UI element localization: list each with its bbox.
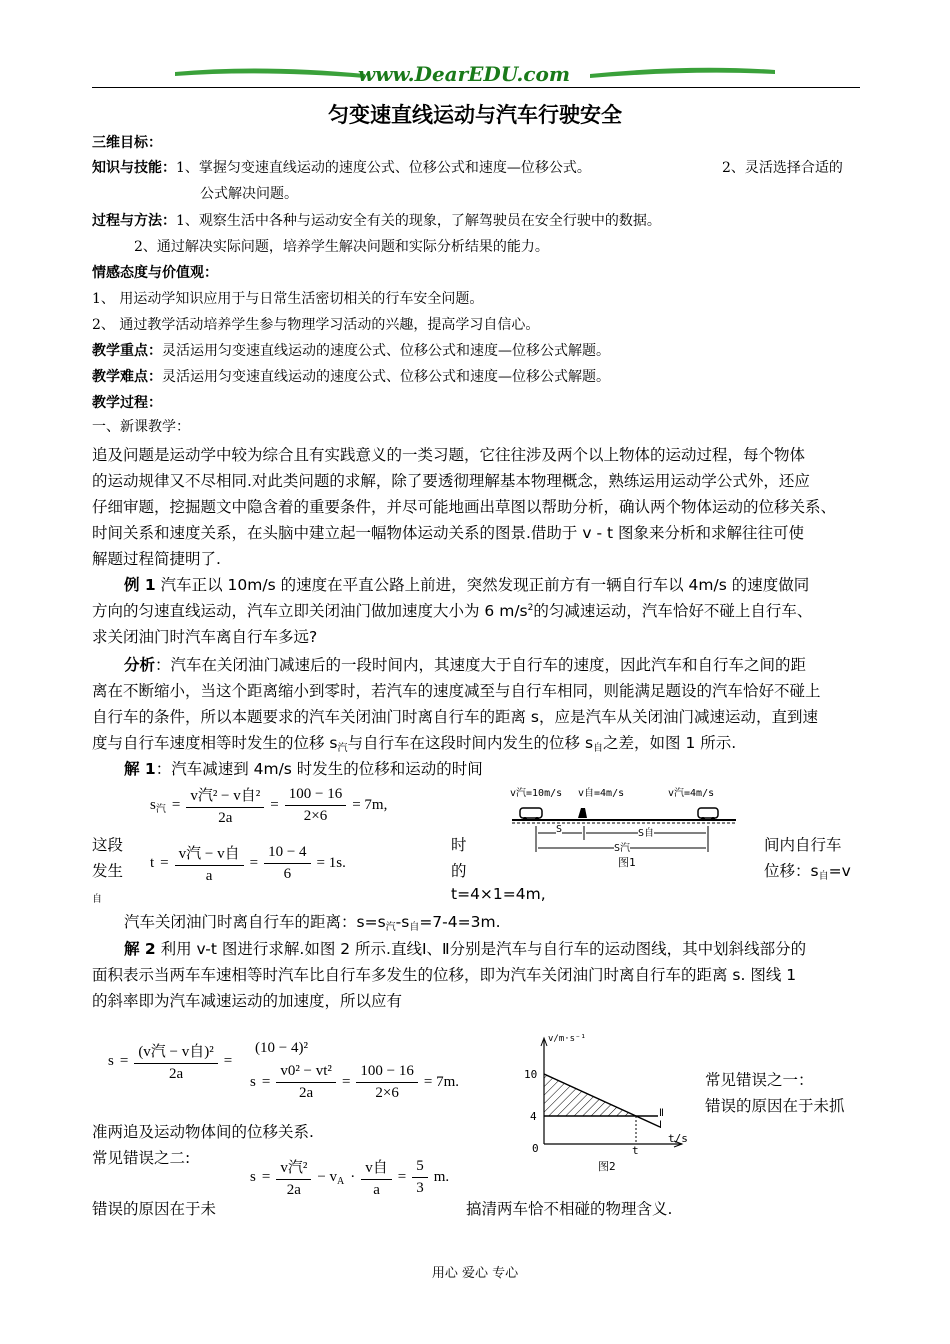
analysis-text-4b: 与自行车在这段时间内发生的位移 s <box>347 734 594 752</box>
analysis-sub-1: 汽 <box>337 743 348 754</box>
distance-b: -s <box>395 913 410 931</box>
process-text-2: 2、通过解决实际问题，培养学生解决问题和实际分析结果的能力。 <box>134 239 549 255</box>
s2-f3-mid-sub: A <box>337 1175 345 1187</box>
solution2-label: 解 2 <box>124 940 156 958</box>
fig1-s-car-label: S汽 <box>614 839 630 854</box>
error2-text-b: 搞清两车恰不相碰的物理含义. <box>466 1200 673 1218</box>
page-title: 匀变速直线运动与汽车行驶安全 <box>328 102 622 127</box>
f2-result: = 1s. <box>316 855 346 871</box>
f1-num: v汽² − v自² <box>186 784 264 808</box>
solution1-right-b <box>764 859 851 882</box>
knowledge-text: 1、掌握匀变速直线运动的速度公式、位移公式和速度—位移公式。 <box>176 160 591 176</box>
knowledge-text-2: 2、灵活选择合适的 <box>722 160 843 176</box>
solution1-line <box>124 757 483 779</box>
s2-f3-num: v汽² <box>276 1156 311 1180</box>
solution2-line-1 <box>124 937 806 959</box>
right-b-sub: 自 <box>818 871 829 882</box>
analysis-line-4 <box>92 731 736 754</box>
analysis-line-2: 离在不断缩小，当这个距离缩小到零时，若汽车的速度减至与自行车相同，则能满足题设的汽车恰好不碰上 <box>92 682 821 700</box>
example1-text-2b: 的匀减速运动，汽车恰好不碰上自行车、 <box>533 602 813 620</box>
s2-f3-num2: v自 <box>361 1156 392 1180</box>
intro-line-5: 解题过程简捷明了. <box>92 550 221 568</box>
intro-line-2: 的运动规律又不尽相同.对此类问题的求解，除了要透彻理解基本物理概念，熟练运用运动学公式外，还应 <box>92 472 810 490</box>
car-icon <box>520 808 542 818</box>
header-logo <box>170 58 780 88</box>
s2-f3-num3: 5 <box>412 1158 428 1178</box>
knowledge-label: 知识与技能： <box>92 160 176 176</box>
analysis-sub-2: 自 <box>593 743 604 754</box>
fig1-car2-label: v汽=4m/s <box>668 788 715 799</box>
intro-line-4: 时间关系和速度关系，在头脑中建立起一幅物体运动关系的图景.借助于 v - t 图象来分析和求解往往可使 <box>92 524 804 542</box>
f1-lhs-sub: 汽 <box>155 803 166 815</box>
s2-f2-lhs: s <box>250 1074 256 1090</box>
formula-s-car: $s_汽$ = $\frac{\text{v汽² − v自²}}{2a}$ = $\frac{100 - 16}{2\times 6}$ = 7m, <box>150 786 388 826</box>
s2-f3-mid: − v <box>317 1168 338 1185</box>
process-text: 1、观察生活中各种与运动安全有关的现象，了解驾驶员在安全行驶中的数据。 <box>176 213 661 229</box>
solution1-mid-a: 时 <box>451 836 467 854</box>
solution1-mid-c: t=4×1=4m, <box>451 885 546 903</box>
solution1-text: ：汽车减速到 4m/s 时发生的位移和运动的时间 <box>155 760 483 778</box>
distance-line <box>124 910 501 933</box>
formula-error2: s = $\frac{\text{v汽²}}{2a}$ − $v_A$ · $\frac{\text{v自}}{a}$ = $\frac{5}{3}$ m. <box>250 1158 450 1198</box>
s2-f2-den2: 2×6 <box>375 1085 399 1101</box>
fig1-car-label: v汽=10m/s <box>510 788 563 799</box>
s2-f2-den: 2a <box>299 1085 314 1101</box>
knowledge-line <box>92 157 591 177</box>
solution2-line-3: 的斜率即为汽车减速运动的加速度，所以应有 <box>92 992 403 1010</box>
knowledge-text-3: 公式解决问题。 <box>200 186 298 202</box>
objectives-heading: 三维目标： <box>92 135 162 151</box>
fig2-line-II-label: Ⅱ <box>659 1108 664 1119</box>
solution2-text-1: 利用 v-t 图进行求解.如图 2 所示.直线Ⅰ、Ⅱ分别是汽车与自行车的运动图线，其中划斜线部分的 <box>155 940 807 958</box>
figure-1 <box>508 780 740 872</box>
analysis-line-1 <box>124 653 806 675</box>
car2-icon <box>698 808 718 818</box>
formula-t: t = $\frac{\text{v汽 − v自}}{a}$ = $\frac{10 - 4}{6}$ = 1s. <box>150 844 346 884</box>
fig2-caption: 图2 <box>598 1160 616 1173</box>
difficulty-label: 教学难点： <box>92 369 162 385</box>
analysis-text-4a: 度与自行车速度相等时发生的位移 s <box>92 734 338 752</box>
intro-line-3: 仔细审题，挖掘题文中隐含着的重要条件，并尽可能地画出草图以帮助分析，确认两个物体运动的位移关系、 <box>92 498 837 516</box>
s2-f1-lhs: s <box>108 1053 114 1069</box>
solution1-right-a: 间内自行车 <box>764 836 842 854</box>
example1-sup: 2 <box>527 603 534 613</box>
fig2-tick-4: 4 <box>530 1110 537 1123</box>
footer-text: 用心 爱心 专心 <box>431 1266 519 1281</box>
fig2-y-label: v/m·s⁻¹ <box>548 1034 586 1044</box>
formula-s-vt: s = $\frac{\text{(v汽 − v自)²}}{2a}$ = <box>108 1040 232 1083</box>
solution1-left-b: 发生 <box>92 862 124 880</box>
difficulty-line <box>92 366 610 386</box>
logo-text[interactable]: www.DearEDU.com <box>358 62 571 86</box>
s2-f1-den: 2a <box>168 1066 184 1082</box>
solution1-label: 解 1 <box>124 760 156 778</box>
analysis-text-4c: 之差，如图 1 所示. <box>603 734 737 752</box>
fig2-tick-10: 10 <box>524 1068 538 1081</box>
s2-f3-den3: 3 <box>416 1180 424 1196</box>
difficulty-text: 灵活运用匀变速直线运动的速度公式、位移公式和速度—位移公式解题。 <box>162 369 610 385</box>
error1-text-a: 错误的原因在于未抓 <box>705 1097 845 1115</box>
fig2-line-I-label: Ⅰ <box>659 1120 662 1131</box>
focus-label: 教学重点： <box>92 343 162 359</box>
example1-label: 例 1 <box>124 576 156 594</box>
f1-lhs: s <box>150 796 156 813</box>
fig1-caption: 图1 <box>618 856 636 869</box>
distance-a: 汽车关闭油门时离自行车的距离：s=s <box>124 913 386 931</box>
error1-label: 常见错误之一： <box>705 1071 814 1089</box>
error1-text-b: 准两追及运动物体间的位移关系. <box>92 1123 314 1141</box>
header-rule <box>92 87 860 88</box>
f2-den: a <box>205 868 213 884</box>
error2-text-a: 错误的原因在于未 <box>92 1200 217 1218</box>
example1-line-1 <box>124 573 809 595</box>
distance-c: =7-4=3m. <box>419 913 501 931</box>
s2-f3-unit: m. <box>433 1169 450 1185</box>
solution1-left-c: 自 <box>92 894 102 905</box>
example1-line-3: 求关闭油门时汽车离自行车多远? <box>92 628 318 646</box>
f2-den2: 6 <box>283 866 292 882</box>
solution2-line-2: 面积表示当两车车速相等时汽车比自行车多发生的位移，即为汽车关闭油门时离自行车的距离 s. 图线 1 <box>92 966 797 984</box>
s2-f2-result: = 7m. <box>423 1074 460 1090</box>
right-b-text: 位移：s <box>764 862 819 880</box>
example1-line-2 <box>92 599 812 621</box>
f2-num: v汽 − v自 <box>175 842 244 866</box>
fig2-x-label: t/s <box>668 1132 688 1145</box>
figure2-chart <box>522 1032 692 1174</box>
fig1-bike-label: v自=4m/s <box>578 788 625 799</box>
example1-text-2a: 方向的匀速直线运动，汽车立即关闭油门做加速度大小为 6 m/s <box>92 602 528 620</box>
solution1-mid-b: 的 <box>451 862 467 880</box>
analysis-label: 分析 <box>124 656 156 674</box>
error2-label: 常见错误之二: <box>92 1149 191 1167</box>
f1-result: = 7m, <box>352 797 388 813</box>
process-label: 过程与方法： <box>92 213 176 229</box>
emotion-label: 情感态度与价值观： <box>92 265 218 281</box>
formula-s-v0: s = $\frac{\text{v0² − vt²}}{2a}$ = $\frac{100 - 16}{2\times 6}$ = 7m. <box>250 1063 460 1101</box>
distance-sub1: 汽 <box>385 922 396 933</box>
intro-line-1: 追及问题是运动学中较为综合且有实践意义的一类习题，它往往涉及两个以上物体的运动过程，每个物体 <box>92 446 806 464</box>
solution1-left-a: 这段 <box>92 836 124 854</box>
right-b-end: =v <box>828 862 851 880</box>
focus-line <box>92 340 610 360</box>
analysis-line-3: 自行车的条件，所以本题要求的汽车关闭油门时离自行车的距离 s，应是汽车从关闭油门减速运动，直到速 <box>92 708 819 726</box>
s2-f3-lhs: s <box>250 1169 256 1185</box>
f1-den: 2a <box>218 810 233 826</box>
s2-f2-num2: 100 − 16 <box>356 1063 417 1083</box>
emotion-item-2: 2、 通过教学活动培养学生参与物理学习活动的兴趣，提高学习自信心。 <box>92 317 540 333</box>
f2-num2: 10 − 4 <box>264 844 310 864</box>
emotion-item-1: 1、 用运动学知识应用于与日常生活密切相关的行车安全问题。 <box>92 291 484 307</box>
formula-partial: (10 − 4)² <box>255 1040 308 1056</box>
focus-text: 灵活运用匀变速直线运动的速度公式、位移公式和速度—位移公式解题。 <box>162 343 610 359</box>
bicycle-icon <box>578 808 587 818</box>
f1-den2: 2×6 <box>303 808 328 824</box>
s2-f3-den: 2a <box>286 1182 301 1198</box>
fig1-s-bike-label: S自 <box>638 824 654 839</box>
example1-text-1: 汽车正以 10m/s 的速度在平直公路上前进，突然发现正前方有一辆自行车以 4m/s 的速度做同 <box>155 576 810 594</box>
s2-f1-num: (v汽 − v自)² <box>134 1040 217 1064</box>
process-line <box>92 210 661 230</box>
f1-num2: 100 − 16 <box>285 786 346 806</box>
distance-sub2: 自 <box>409 922 420 933</box>
teaching-process-heading: 教学过程： <box>92 395 162 411</box>
f2-lhs: t <box>150 855 155 871</box>
fig2-origin: 0 <box>532 1142 539 1155</box>
fig1-s-label: S <box>556 824 563 835</box>
s2-f2-num: v0² − vt² <box>276 1063 336 1083</box>
analysis-text-1: ：汽车在关闭油门减速后的一段时间内，其速度大于自行车的速度，因此汽车和自行车之间的距 <box>155 656 807 674</box>
s2-f3-den2: a <box>373 1182 380 1198</box>
new-lesson-heading: 一、新课教学： <box>92 419 190 435</box>
fig2-t-label: t <box>632 1144 639 1157</box>
figure-2 <box>522 1032 692 1174</box>
